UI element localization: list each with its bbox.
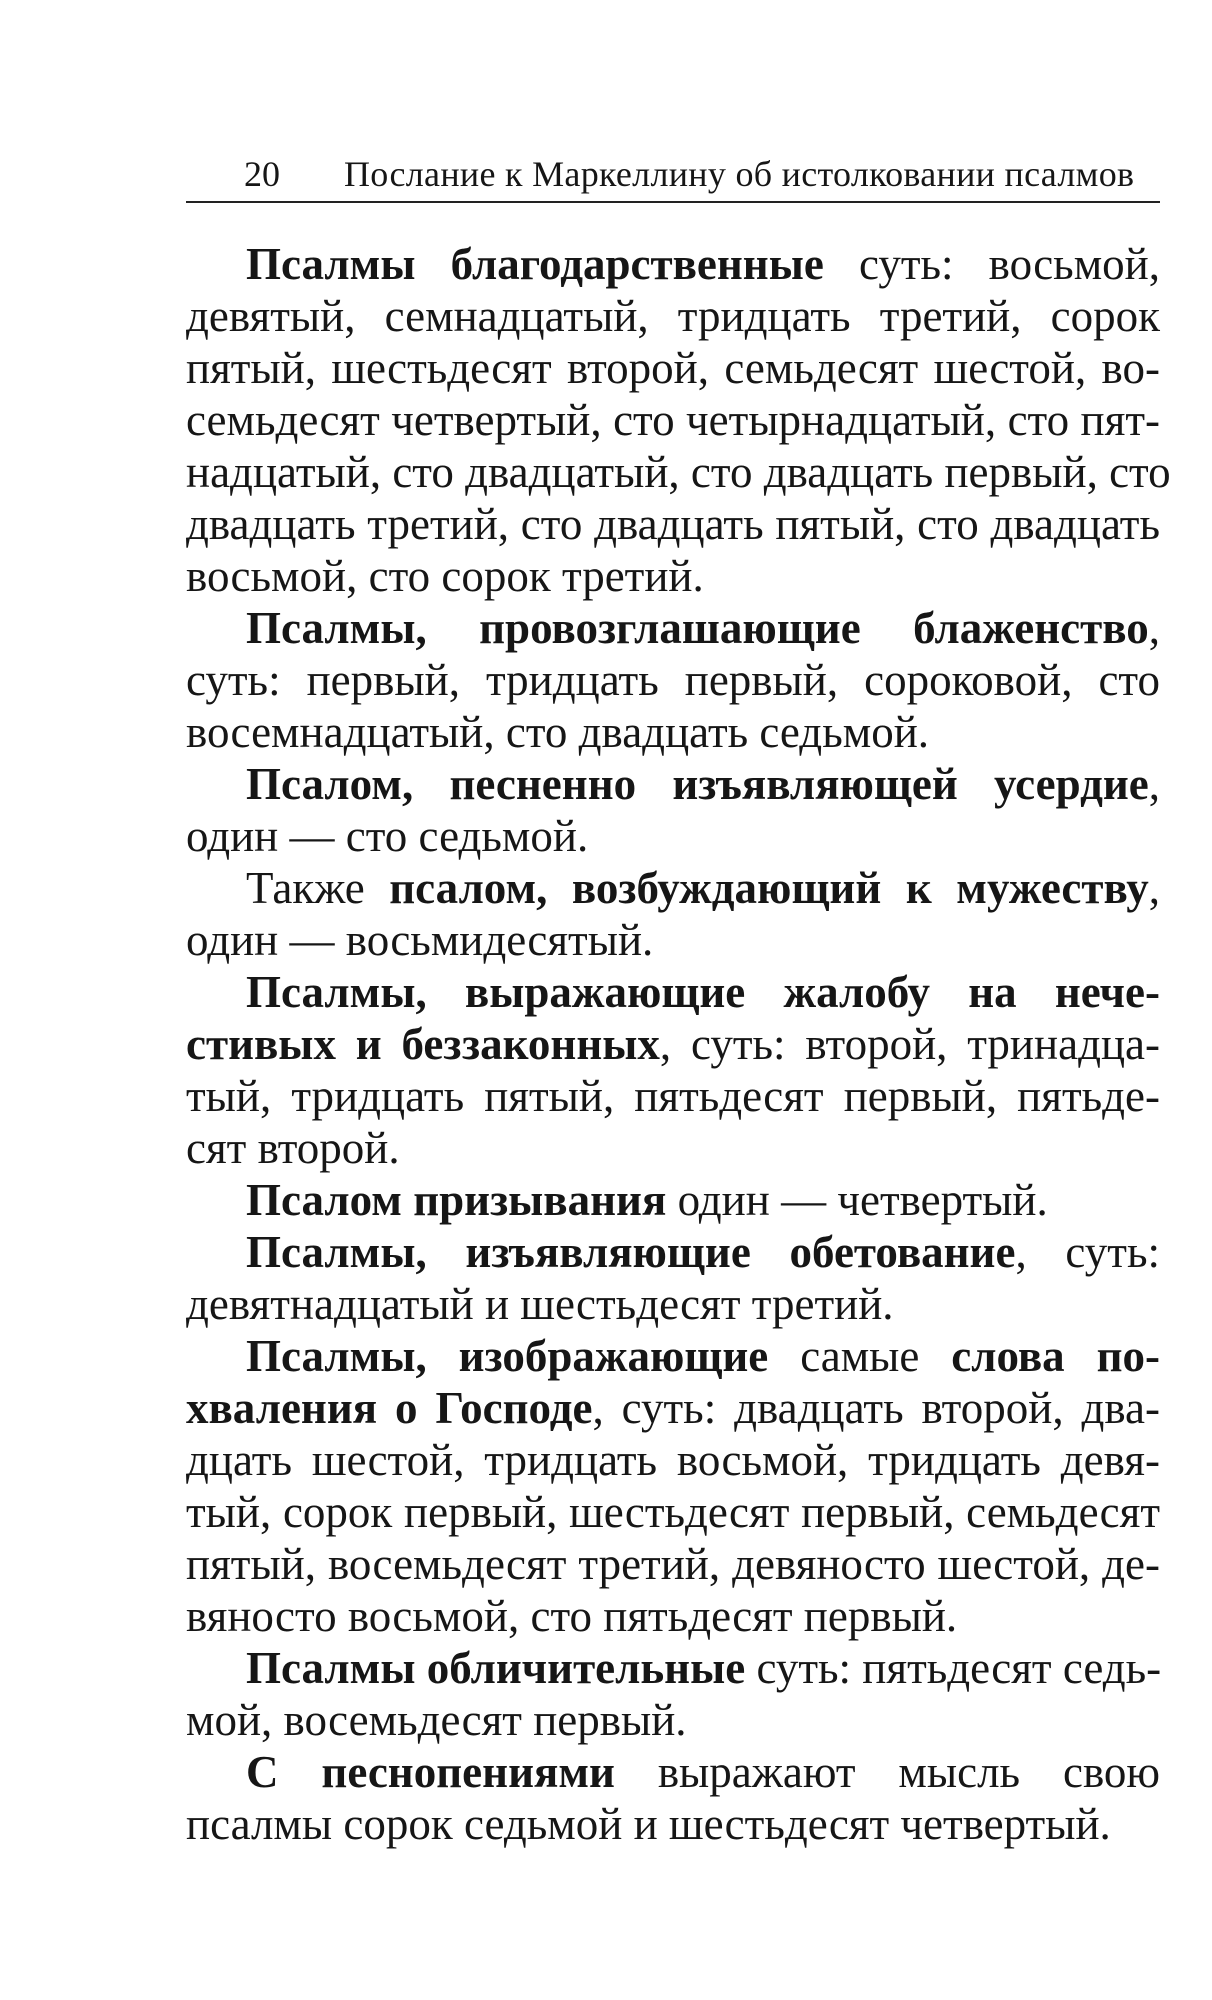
text-line [186,550,1160,602]
paragraph [186,1330,1160,1642]
text-line [186,1330,1160,1382]
running-head [186,148,1160,200]
text-run: девятнадцатый и шестьдесят третий. [186,1279,894,1329]
text-line [186,1174,1160,1226]
text-run: , суть: двадцать второй, два- [592,1383,1160,1433]
paragraph [186,862,1160,966]
text-run: пятый, восемьдесят третий, девяносто шестой, де- [186,1539,1160,1589]
text-run: девятый, семнадцатый, тридцать третий, сорок [186,291,1160,341]
text-line [186,1746,1160,1798]
text-line [186,1590,1160,1642]
body-text [186,238,1171,1850]
text-line [186,1486,1160,1538]
text-run: мой, восемьдесят первый. [186,1695,687,1745]
text-line [186,654,1160,706]
text-line [186,862,1160,914]
text-line [186,966,1160,1018]
paragraph [186,1226,1160,1330]
bold-term: слова по- [951,1331,1160,1381]
bold-term: Псалмы, провозглашающие блаженство [246,603,1149,653]
text-run: восемнадцатый, сто двадцать седьмой. [186,707,930,757]
text-line [186,1122,1160,1174]
bold-term: С песнопениями [246,1747,615,1797]
paragraph [186,1174,1160,1226]
text-run: двадцать третий, сто двадцать пятый, сто двадцать [186,499,1160,549]
paragraph [186,758,1160,862]
text-line [186,706,1160,758]
text-run: , [1148,603,1160,653]
text-run: один — четвертый. [666,1175,1048,1225]
text-run: дцать шестой, тридцать восьмой, тридцать девя- [186,1435,1160,1485]
running-title: Послание к Маркеллину об истолковании псалмов [344,154,1135,194]
bold-term: Псалмы, изъявляющие обетование [246,1227,1016,1277]
text-run: вяносто восьмой, сто пятьдесят первый. [186,1591,958,1641]
text-line [186,602,1160,654]
bold-term: Псалом призывания [246,1175,667,1225]
paragraph [186,966,1160,1174]
text-line [186,758,1160,810]
bold-term: Псалом, песненно изъявляющей усердие [246,759,1149,809]
bold-term: Псалмы обличительные [246,1643,746,1693]
text-run: Также [246,863,390,913]
text-run: тый, сорок первый, шестьдесят первый, семьдесят [186,1487,1160,1537]
bold-term: Псалмы, выражающие жалобу на нече- [246,967,1160,1017]
text-run: сят второй. [186,1123,400,1173]
text-run: семьдесят четвертый, сто четырнадцатый, сто пят- [186,395,1160,445]
text-line [186,1538,1160,1590]
text-run: суть: первый, тридцать первый, сороковой, сто [186,655,1160,705]
text-line [186,1642,1160,1694]
bold-term: стивых и беззаконных [186,1019,660,1069]
text-run: , [1148,863,1160,913]
text-line [186,1226,1160,1278]
text-line [186,290,1160,342]
text-line [186,1434,1160,1486]
text-line [186,1018,1160,1070]
text-run: пятый, шестьдесят второй, семьдесят шестой, во- [186,343,1160,393]
paragraph [186,238,1171,602]
text-run: восьмой, сто сорок третий. [186,551,704,601]
text-line [186,342,1160,394]
header-rule [186,201,1160,203]
paragraph [186,1642,1160,1746]
text-run: выражают мысль свою [614,1747,1160,1797]
page-number: 20 [244,154,280,194]
text-line [186,1798,1160,1850]
text-line [186,810,1160,862]
text-run: тый, тридцать пятый, пятьдесят первый, пятьде- [186,1071,1160,1121]
text-run: , суть: второй, тринадца- [659,1019,1160,1069]
bold-term: псалом, возбуждающий к мужеству [389,863,1149,913]
text-run: самые [768,1331,952,1381]
paragraph [186,602,1160,758]
text-line [186,394,1160,446]
text-run: один — восьмидесятый. [186,915,654,965]
text-line [186,1382,1160,1434]
paragraph [186,1746,1160,1850]
text-line [186,498,1160,550]
text-line [186,1278,1160,1330]
text-run: один — сто седьмой. [186,811,589,861]
bold-term: хваления о Господе [186,1383,593,1433]
text-line [186,1070,1160,1122]
text-line [186,446,1171,498]
text-run: , суть: [1015,1227,1160,1277]
text-run: суть: пятьдесят седь- [745,1643,1162,1693]
bold-term: Псалмы благодарственные [246,239,824,289]
text-line [186,238,1160,290]
text-run: надцатый, сто двадцатый, сто двадцать первый, сто [186,447,1171,497]
text-run: суть: восьмой, [823,239,1161,289]
text-run: псалмы сорок седьмой и шестьдесят четвертый. [186,1799,1111,1849]
bold-term: Псалмы, изображающие [246,1331,769,1381]
text-run: , [1148,759,1160,809]
text-line [186,914,1160,966]
text-line [186,1694,1160,1746]
